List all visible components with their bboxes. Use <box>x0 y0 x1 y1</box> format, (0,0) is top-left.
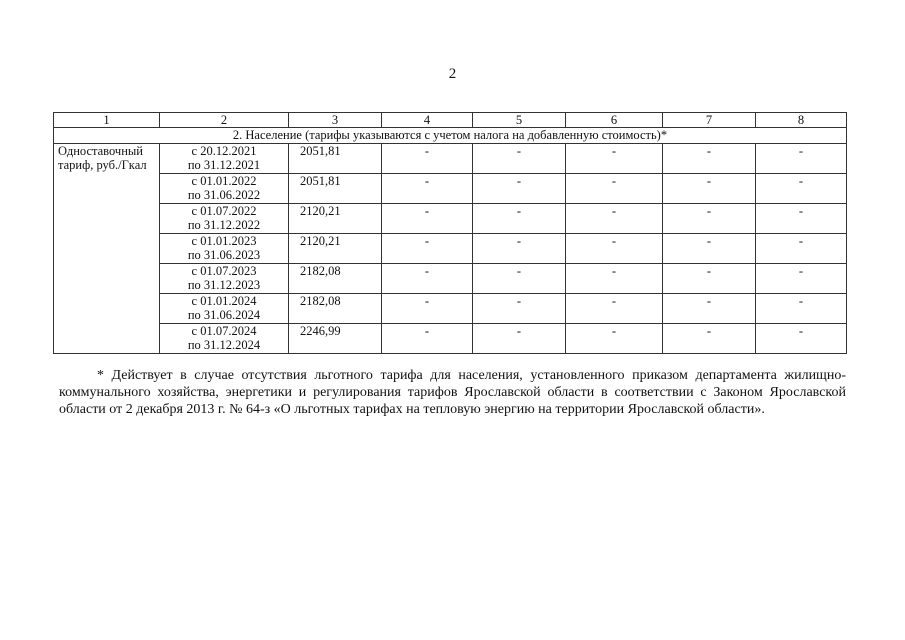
dash-cell: - <box>382 234 473 264</box>
table-row <box>54 324 847 354</box>
period-cell <box>160 234 289 264</box>
dash-cell: - <box>756 294 847 324</box>
column-header: 6 <box>566 113 663 128</box>
page-number: 2 <box>448 66 457 82</box>
period-to: по 31.12.2023 <box>187 278 261 292</box>
dash-cell: - <box>756 144 847 174</box>
price-cell: 2182,08 <box>289 264 382 294</box>
table-row <box>54 234 847 264</box>
dash-cell: - <box>473 204 566 234</box>
dash-cell: - <box>473 324 566 354</box>
table-row <box>54 144 847 174</box>
period-from: с 01.01.2024 <box>191 294 257 308</box>
column-header: 3 <box>289 113 382 128</box>
dash-cell: - <box>382 294 473 324</box>
section-title: 2. Население (тарифы указываются с учетом налога на добавленную стоимость)* <box>54 128 847 144</box>
tariff-label <box>54 144 160 354</box>
dash-cell: - <box>756 324 847 354</box>
price-cell: 2182,08 <box>289 294 382 324</box>
dash-cell: - <box>756 174 847 204</box>
period-from: с 01.07.2022 <box>191 204 257 218</box>
footnote: * Действует в случае отсутствия льготного тарифа для населения, установленного приказом департамента жилищно-коммунального хозяйства, энергетики и регулирования тарифов Ярославской области в соответствии с Законом Ярославской области от 2 декабря 2013 г. № 64-з «О льготных тарифах на тепловую энергию на территории Ярославской области». <box>59 368 846 417</box>
period-cell <box>160 204 289 234</box>
column-header: 7 <box>663 113 756 128</box>
period-from: с 01.07.2023 <box>191 264 257 278</box>
dash-cell: - <box>663 174 756 204</box>
dash-cell: - <box>473 294 566 324</box>
dash-cell: - <box>566 144 663 174</box>
dash-cell: - <box>473 174 566 204</box>
period-cell <box>160 294 289 324</box>
dash-cell: - <box>382 324 473 354</box>
tariff-label-line: тариф, руб./Гкал <box>58 158 147 172</box>
dash-cell: - <box>663 264 756 294</box>
period-cell <box>160 144 289 174</box>
period-to: по 31.12.2024 <box>187 338 261 352</box>
period-to: по 31.06.2023 <box>187 248 261 262</box>
dash-cell: - <box>382 144 473 174</box>
dash-cell: - <box>382 264 473 294</box>
table-row <box>54 294 847 324</box>
period-cell <box>160 264 289 294</box>
period-from: с 01.01.2023 <box>191 234 257 248</box>
dash-cell: - <box>663 234 756 264</box>
period-from: с 01.07.2024 <box>191 324 257 338</box>
dash-cell: - <box>663 324 756 354</box>
column-header: 5 <box>473 113 566 128</box>
period-cell <box>160 174 289 204</box>
dash-cell: - <box>566 204 663 234</box>
dash-cell: - <box>566 324 663 354</box>
dash-cell: - <box>566 174 663 204</box>
price-cell: 2051,81 <box>289 174 382 204</box>
dash-cell: - <box>663 144 756 174</box>
period-from: с 20.12.2021 <box>191 144 257 158</box>
column-header: 1 <box>54 113 160 128</box>
dash-cell: - <box>473 264 566 294</box>
table-row <box>54 204 847 234</box>
dash-cell: - <box>566 294 663 324</box>
column-header: 4 <box>382 113 473 128</box>
price-cell: 2120,21 <box>289 204 382 234</box>
dash-cell: - <box>382 204 473 234</box>
dash-cell: - <box>756 234 847 264</box>
table-row <box>54 264 847 294</box>
period-to: по 31.12.2022 <box>187 218 261 232</box>
period-cell <box>160 324 289 354</box>
dash-cell: - <box>663 204 756 234</box>
period-to: по 31.06.2024 <box>187 308 261 322</box>
column-header: 2 <box>160 113 289 128</box>
period-to: по 31.12.2021 <box>187 158 261 172</box>
dash-cell: - <box>566 264 663 294</box>
dash-cell: - <box>663 294 756 324</box>
dash-cell: - <box>566 234 663 264</box>
dash-cell: - <box>473 144 566 174</box>
dash-cell: - <box>382 174 473 204</box>
header-row <box>54 113 847 128</box>
price-cell: 2246,99 <box>289 324 382 354</box>
dash-cell: - <box>756 264 847 294</box>
dash-cell: - <box>756 204 847 234</box>
table-row <box>54 174 847 204</box>
dash-cell: - <box>473 234 566 264</box>
price-cell: 2051,81 <box>289 144 382 174</box>
period-to: по 31.06.2022 <box>187 188 261 202</box>
section-row <box>54 128 847 144</box>
period-from: с 01.01.2022 <box>191 174 257 188</box>
tariff-table <box>53 112 847 354</box>
price-cell: 2120,21 <box>289 234 382 264</box>
tariff-label-line: Одноставочный <box>58 144 143 158</box>
column-header: 8 <box>756 113 847 128</box>
